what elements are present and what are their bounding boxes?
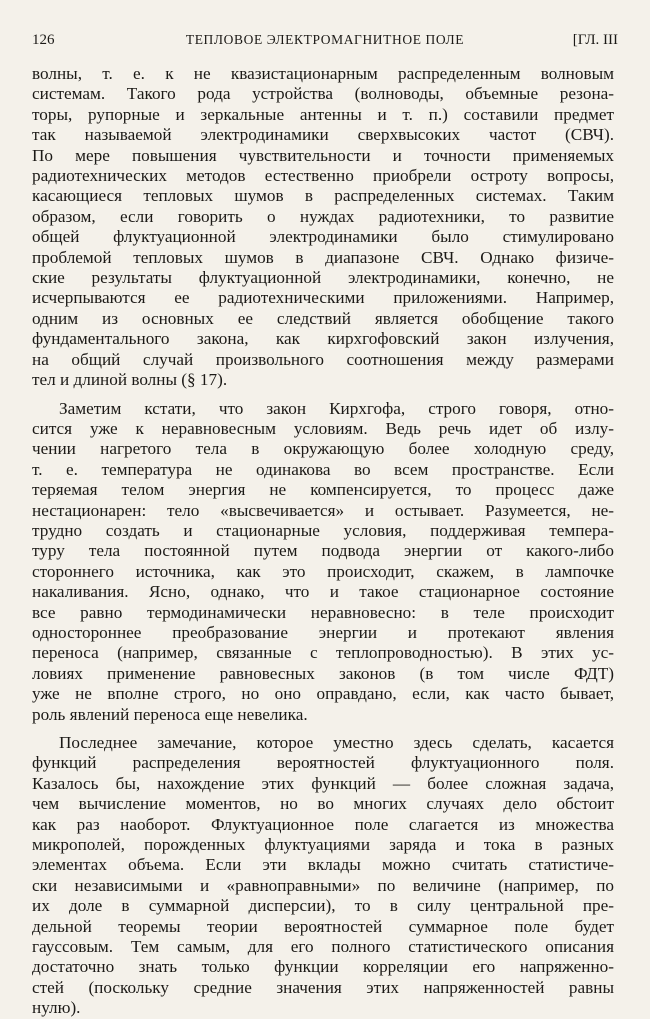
text-line: одностороннее преобразование энергии и протекают явления xyxy=(32,622,614,642)
page-header xyxy=(32,28,618,54)
running-title: ТЕПЛОВОЕ ЭЛЕКТРОМАГНИТНОЕ ПОЛЕ xyxy=(185,32,465,47)
text-line: образом, если говорить о нуждах радиотехники, то развитие xyxy=(32,206,614,226)
text-line: нулю). xyxy=(32,998,81,1018)
text-line: исчерпываются ее радиотехническими приложениями. Например, xyxy=(32,288,614,308)
text-line: достаточно знать только функции корреляции его напряженно- xyxy=(32,957,614,977)
text-line: чем вычисление моментов, но во многих случаях дело обстоит xyxy=(32,794,614,814)
text-line: как раз наоборот. Флуктуационное поле слагается из множества xyxy=(32,814,614,834)
text-line: туру тела постоянной путем подвода энергии от какого-либо xyxy=(32,541,614,561)
text-line: элементах объема. Если эти вклады можно считать статистиче- xyxy=(32,855,614,875)
text-line: торы, рупорные и зеркальные антенны и т. п.) составили предмет xyxy=(32,104,614,124)
paragraph xyxy=(32,64,614,391)
paragraph xyxy=(32,399,614,726)
text-line: сится уже к неравновесным условиям. Ведь речь идет об излу- xyxy=(32,418,614,438)
text-line: Казалось бы, нахождение этих функций — более сложная задача, xyxy=(32,773,614,793)
chapter-reference: [ГЛ. III xyxy=(572,32,618,48)
text-line: их доле в суммарной дисперсии), то в силу центральной пре- xyxy=(32,896,614,916)
text-line: на общий случай произвольного соотношения между размерами xyxy=(32,349,614,369)
text-line: стороннего источника, как это происходит, скажем, в лампочке xyxy=(32,561,614,581)
text-line: уже не вполне строго, но оно оправдано, если, как часто бывает, xyxy=(32,684,614,704)
text-line: нестационарен: тело «высвечивается» и остывает. Разумеется, не- xyxy=(32,500,614,520)
text-line: накаливания. Ясно, однако, что и такое стационарное состояние xyxy=(32,582,614,602)
text-line: системам. Такого рода устройства (волноводы, объемные резона- xyxy=(32,84,614,104)
page-number: 126 xyxy=(32,32,55,48)
text-line: ски независимыми и «равноправными» по величине (например, по xyxy=(32,875,614,895)
text-line: проблемой тепловых шумов в диапазоне СВЧ. Однако физиче- xyxy=(32,247,614,267)
text-line: Последнее замечание, которое уместно здесь сделать, касается xyxy=(59,733,614,752)
text-line: одним из основных ее следствий является обобщение такого xyxy=(32,308,614,328)
text-line: радиотехнических методов естественно приобрели остроту вопросы, xyxy=(32,166,614,186)
paragraph-gap xyxy=(32,725,614,733)
text-line: микрополей, порожденных флуктуациями заряда и тока в разных xyxy=(32,835,614,855)
text-line: чении нагретого тела в окружающую более холодную среду, xyxy=(32,439,614,459)
text-line: дельной теоремы теории вероятностей суммарное поле будет xyxy=(32,916,614,936)
text-line: фундаментального закона, как кирхгофовский закон излучения, xyxy=(32,329,614,349)
text-line: ловиях применение равновесных законов (в том числе ФДТ) xyxy=(32,663,614,683)
text-line: все равно термодинамически неравновесно: в теле происходит xyxy=(32,602,614,622)
text-line: роль явлений переноса еще невелика. xyxy=(32,704,308,724)
text-line: общей флуктуационной электродинамики было стимулировано xyxy=(32,227,614,247)
paragraph-gap xyxy=(32,391,614,399)
text-line: гауссовым. Тем самым, для его полного статистического описания xyxy=(32,937,614,957)
text-line: касающиеся тепловых шумов в распределенных системах. Таким xyxy=(32,186,614,206)
paragraph xyxy=(32,733,614,1019)
text-line: волны, т. е. к не квазистационарным распределенным волновым xyxy=(32,64,614,83)
text-line: По мере повышения чувствительности и точности применяемых xyxy=(32,145,614,165)
text-line: функций распределения вероятностей флуктуационного поля. xyxy=(32,753,614,773)
text-line: переноса (например, связанные с теплопроводностью). В этих ус- xyxy=(32,643,614,663)
text-line: т. е. температура не одинакова во всем пространстве. Если xyxy=(32,459,614,479)
body-text xyxy=(32,64,614,1019)
text-line: трудно создать и стационарные условия, поддерживая темпера- xyxy=(32,520,614,540)
text-line: стей (поскольку средние значения этих напряженностей равны xyxy=(32,977,614,997)
text-line: теряемая телом энергия не компенсируется, то процесс даже xyxy=(32,480,614,500)
text-line: ские результаты флуктуационной электродинамики, конечно, не xyxy=(32,268,614,288)
text-line: тел и длиной волны (§ 17). xyxy=(32,370,228,390)
text-line: так называемой электродинамики сверхвысоких частот (СВЧ). xyxy=(32,125,614,145)
text-line: Заметим кстати, что закон Кирхгофа, строго говоря, отно- xyxy=(59,398,614,418)
